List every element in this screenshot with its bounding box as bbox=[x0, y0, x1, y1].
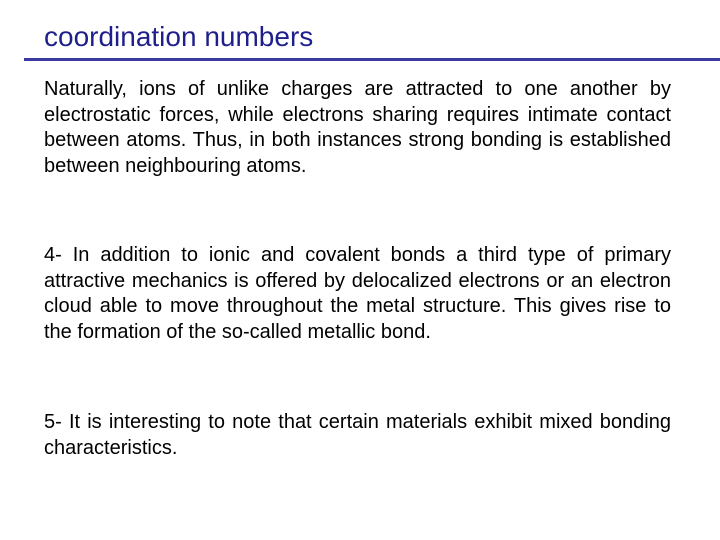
paragraph-metallic-bond: 4- In addition to ionic and covalent bonds a third type of primary attractive mechanics is offered by delocalized electrons or an electron cloud able to move throughout the metal structure. This gives rise to the formation of the so-called metallic bond. bbox=[44, 244, 671, 343]
paragraph-bonding-intro: Naturally, ions of unlike charges are attracted to one another by electrostatic forces, while electrons sharing requires intimate contact between atoms. Thus, in both instances strong bonding is established between neighbouring atoms. bbox=[44, 78, 671, 177]
slide-title: coordination numbers bbox=[44, 21, 314, 52]
title-underline-rule bbox=[24, 58, 720, 61]
paragraph-mixed-bonding: 5- It is interesting to note that certain materials exhibit mixed bonding characteristics. bbox=[44, 411, 671, 459]
